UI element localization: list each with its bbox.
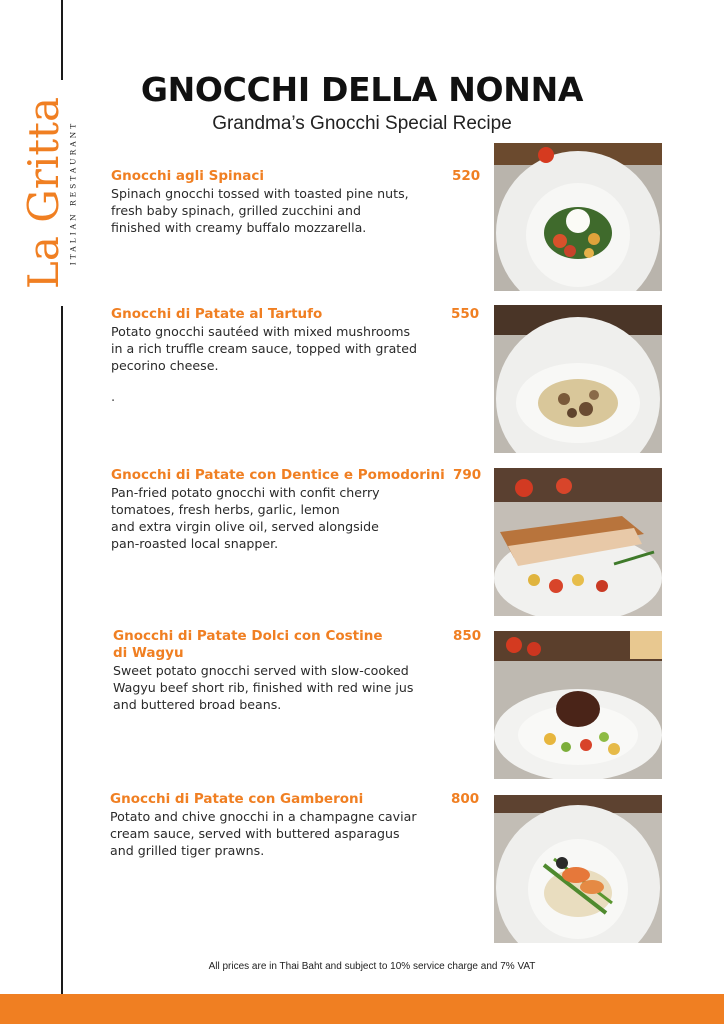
dish-price: 800 (451, 791, 480, 807)
footer-bar (0, 994, 724, 1024)
dish-price: 790 (453, 467, 482, 483)
menu-item (113, 628, 483, 718)
page-title: GNOCCHI DELLA NONNA (140, 70, 584, 109)
dish-description: Spinach gnocchi tossed with toasted pine nuts, fresh baby spinach, grilled zucchini and finished with creamy buffalo mozzarella. (111, 186, 409, 235)
menu-item (111, 168, 481, 238)
brand-logo (0, 80, 86, 306)
dish-description: Potato and chive gnocchi in a champagne caviar cream sauce, served with buttered asparagus and grilled tiger prawns. (110, 809, 417, 858)
dish-photo-snapper-gnocchi (494, 468, 662, 616)
brand-tagline: ITALIAN RESTAURANT (68, 120, 78, 266)
divider-line-top (61, 0, 63, 80)
menu-item (111, 306, 481, 376)
price-footnote: All prices are in Thai Baht and subject to 10% service charge and 7% VAT (208, 961, 536, 972)
dish-description: Potato gnocchi sautéed with mixed mushrooms in a rich truffle cream sauce, topped with grated pecorino cheese. (111, 324, 417, 373)
menu-item (111, 467, 481, 557)
dish-name: Gnocchi agli Spinaci (111, 168, 265, 184)
dish-name: Gnocchi di Patate Dolci con Costine di Wagyu (113, 628, 383, 661)
dish-photo-wagyu-gnocchi (494, 631, 662, 779)
divider-line-bottom (61, 306, 63, 996)
stray-mark: . (111, 390, 116, 405)
dish-price: 550 (451, 306, 480, 322)
dish-description: Pan-fried potato gnocchi with confit cherry tomatoes, fresh herbs, garlic, lemon and extra virgin olive oil, served alongside pan-roasted local snapper. (111, 485, 380, 551)
dish-price: 850 (453, 628, 482, 644)
dish-photo-prawn-gnocchi (494, 795, 662, 943)
dish-description: Sweet potato gnocchi served with slow-cooked Wagyu beef short rib, finished with red wine jus and buttered broad beans. (113, 663, 414, 712)
dish-photo-truffle-gnocchi (494, 305, 662, 453)
dish-name: Gnocchi di Patate con Gamberoni (110, 791, 364, 807)
page-subtitle: Grandma’s Gnocchi Special Recipe (212, 113, 512, 134)
dish-price: 520 (452, 168, 481, 184)
menu-item (110, 791, 480, 861)
brand-name: La Gritta (19, 96, 68, 290)
dish-name: Gnocchi di Patate al Tartufo (111, 306, 323, 322)
dish-photo-spinach-gnocchi (494, 143, 662, 291)
dish-name: Gnocchi di Patate con Dentice e Pomodorini (111, 467, 445, 483)
